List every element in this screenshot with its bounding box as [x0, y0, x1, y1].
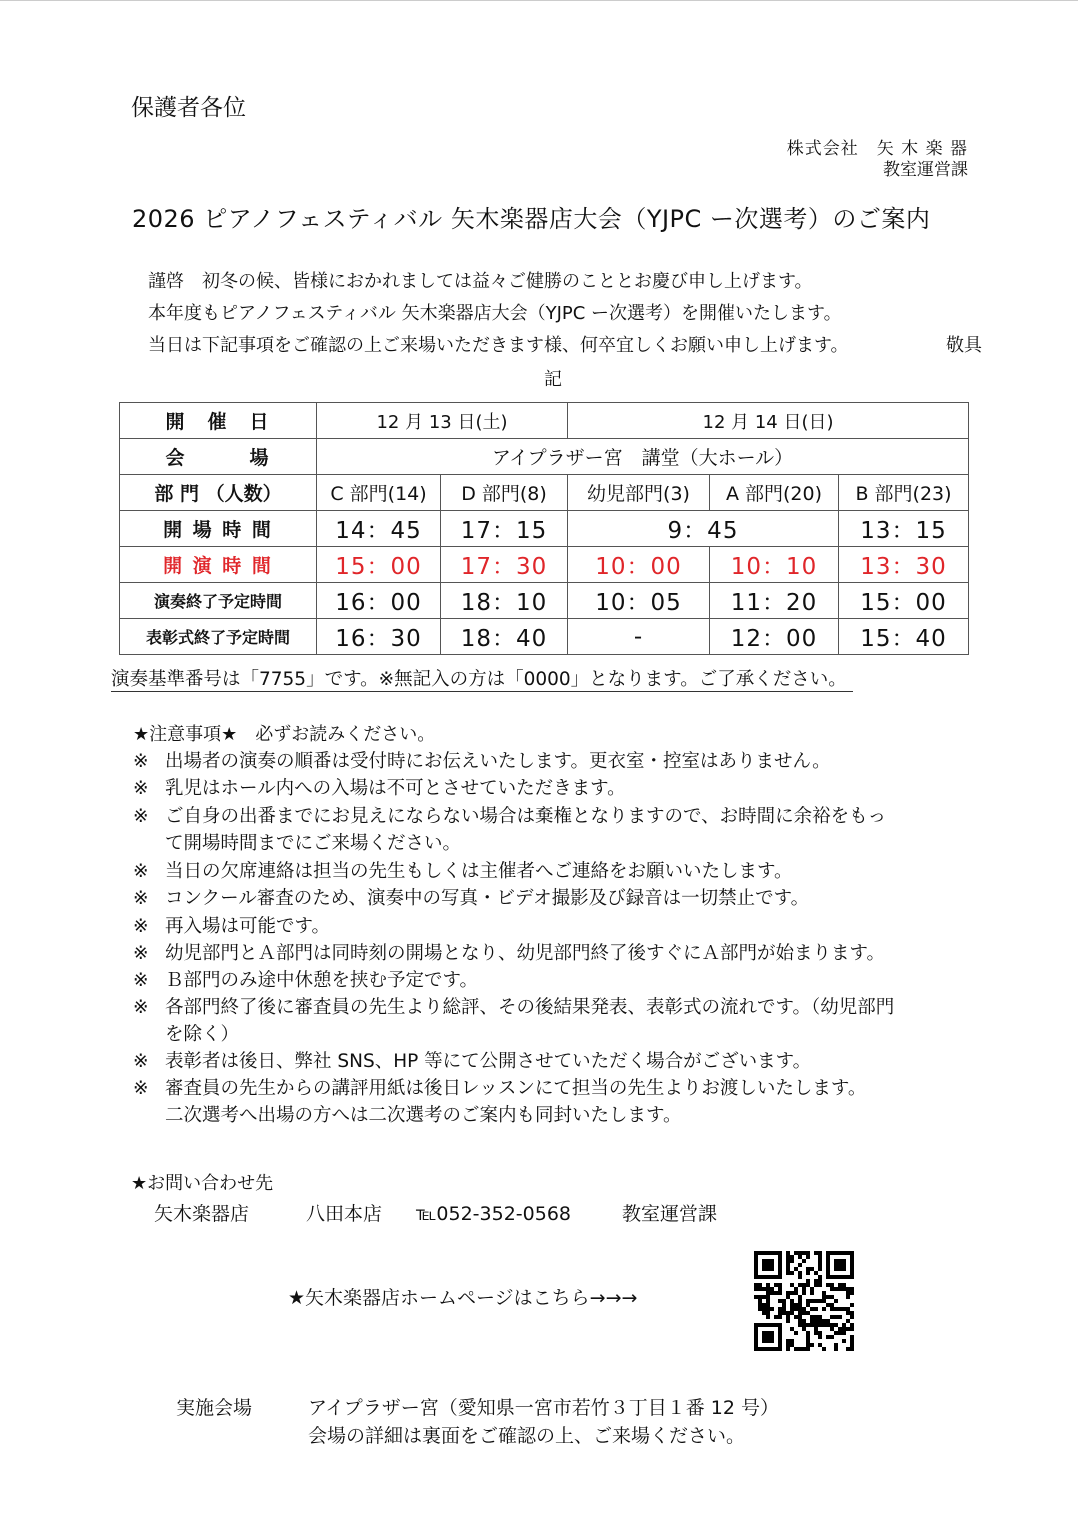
- homepage-link-text: ★矢木楽器店ホームページはこちら→→→: [288, 1287, 638, 1309]
- division-b: B 部門(23): [839, 475, 969, 511]
- perf-end-infant: 10：05: [568, 583, 710, 619]
- note-mark: ※: [133, 778, 149, 799]
- table-row-start-time: [120, 547, 969, 583]
- note-item: [133, 1074, 866, 1100]
- greeting-line-1: 謹啓 初冬の候、皆様におかれましては益々ご健勝のこととお慶び申し上げます。: [148, 271, 813, 292]
- row-label-division: 部 門 （人数）: [120, 475, 317, 511]
- notes-heading: ★注意事項★ 必ずお読みください。: [133, 724, 436, 745]
- note-text: 当日の欠席連絡は担当の先生もしくは主催者へご連絡をお願いいたします。: [165, 861, 793, 882]
- note-text: 各部門終了後に審査員の先生より総評、その後結果発表、表彰式の流れです。（幼児部門: [165, 997, 895, 1018]
- table-row-performance-end: [120, 583, 969, 619]
- award-end-c: 16：30: [317, 619, 441, 655]
- note-mark: ※: [133, 970, 149, 991]
- note-text: ご自身の出番までにお見えにならない場合は棄権となりますので、お時間に余裕をもっ: [165, 806, 887, 827]
- award-end-infant: -: [568, 619, 710, 655]
- note-continuation: て開場時間までにご来場ください。: [165, 833, 462, 854]
- award-end-b: 15：40: [839, 619, 969, 655]
- perf-end-a: 11：20: [710, 583, 839, 619]
- note-text: 幼児部門とＡ部門は同時刻の開場となり、幼児部門終了後すぐにＡ部門が始まります。: [165, 943, 886, 964]
- note-mark: ※: [133, 1051, 149, 1072]
- table-row-open-time: [120, 511, 969, 547]
- division-c: C 部門(14): [317, 475, 441, 511]
- note-item: [133, 857, 793, 883]
- division-d: D 部門(8): [441, 475, 568, 511]
- note-item: [133, 747, 831, 773]
- note-text: 出場者の演奏の順番は受付時にお伝えいたします。更衣室・控室はありません。: [165, 751, 831, 772]
- greeting-line-3: 当日は下記事項をご確認の上ご来場いただきます様、何卒宜しくお願い申し上げます。: [148, 335, 849, 356]
- note-item: [133, 802, 886, 828]
- date-day-1: 12 月 13 日(土): [317, 403, 568, 439]
- open-time-infant-a: 9：45: [568, 511, 839, 547]
- note-continuation: を除く）: [165, 1024, 240, 1045]
- date-day-2: 12 月 14 日(日): [568, 403, 969, 439]
- table-row-venue: [120, 439, 969, 475]
- note-mark: ※: [133, 888, 149, 909]
- award-end-a: 12：00: [710, 619, 839, 655]
- reference-number-note: 演奏基準番号は「7755」です。※無記入の方は「0000」となります。ご了承ください。: [111, 665, 853, 692]
- greeting-line-2: 本年度もピアノフェスティバル 矢木楽器店大会（YJPC ー次選考）を開催いたします。: [148, 303, 842, 324]
- contact-branch: 八田本店: [306, 1203, 383, 1225]
- row-label-performance-end: 演奏終了予定時間: [120, 583, 317, 619]
- start-time-d: 17：30: [441, 547, 568, 583]
- division-a: A 部門(20): [710, 475, 839, 511]
- start-time-a: 10：10: [710, 547, 839, 583]
- schedule-table: [119, 402, 969, 655]
- note-item: [133, 966, 478, 992]
- note-text: 表彰者は後日、弊社 SNS、HP 等にて公開させていただく場合がございます。: [165, 1051, 812, 1072]
- qr-code-icon[interactable]: [754, 1251, 854, 1351]
- note-mark: ※: [133, 1078, 149, 1099]
- row-label-open: 開 場 時 間: [120, 511, 317, 547]
- table-row-divisions: [120, 475, 969, 511]
- contact-heading: ★お問い合わせ先: [131, 1173, 274, 1194]
- note-item: [133, 912, 330, 938]
- contact-dept: 教室運営課: [622, 1203, 718, 1225]
- addressee: 保護者各位: [131, 95, 246, 121]
- note-text: Ｂ部門のみ途中休憩を挟む予定です。: [165, 970, 479, 991]
- closing-keigu: 敬具: [946, 335, 982, 356]
- note-item: [133, 993, 894, 1019]
- note-text: 再入場は可能です。: [165, 916, 331, 937]
- venue-note: 会場の詳細は裏面をご確認の上、ご来場ください。: [308, 1425, 746, 1447]
- note-item: [133, 884, 809, 910]
- note-mark: ※: [133, 916, 149, 937]
- contact-store: 矢木楽器店: [154, 1203, 250, 1225]
- open-time-c: 14：45: [317, 511, 441, 547]
- perf-end-d: 18：10: [441, 583, 568, 619]
- note-mark: ※: [133, 806, 149, 827]
- venue-address: アイプラザー宮（愛知県一宮市若竹３丁目１番 12 号）: [308, 1397, 779, 1419]
- row-label-date: 開 催 日: [120, 403, 317, 439]
- note-mark: ※: [133, 751, 149, 772]
- venue-cell: アイプラザー宮 講堂（大ホール）: [317, 439, 969, 475]
- table-row-date: [120, 403, 969, 439]
- award-end-d: 18：40: [441, 619, 568, 655]
- note-mark: ※: [133, 943, 149, 964]
- note-mark: ※: [133, 997, 149, 1018]
- open-time-b: 13：15: [839, 511, 969, 547]
- perf-end-b: 15：00: [839, 583, 969, 619]
- row-label-start: 開 演 時 間: [120, 547, 317, 583]
- note-item: [133, 1047, 811, 1073]
- note-text: 乳児はホール内への入場は不可とさせていただきます。: [165, 778, 626, 799]
- sender-department: 教室運営課: [883, 160, 968, 180]
- document-title: 2026 ピアノフェスティバル 矢木楽器店大会（YJPC ー次選考）のご案内: [132, 205, 931, 233]
- division-infant: 幼児部門(3): [568, 475, 710, 511]
- note-text: コンクール審査のため、演奏中の写真・ビデオ撮影及び録音は一切禁止です。: [165, 888, 810, 909]
- contact-line: [154, 1199, 717, 1226]
- row-label-venue: 会 場: [120, 439, 317, 475]
- note-mark: ※: [133, 861, 149, 882]
- note-item: [133, 939, 885, 965]
- ki-mark: 記: [544, 369, 562, 390]
- venue-label: 実施会場: [176, 1397, 253, 1419]
- note-item: [133, 774, 626, 800]
- row-label-award-end: 表彰式終了予定時間: [120, 619, 317, 655]
- start-time-b: 13：30: [839, 547, 969, 583]
- start-time-infant: 10：00: [568, 547, 710, 583]
- sender-company: 株式会社 矢 木 楽 器: [786, 139, 968, 159]
- table-row-award-end: [120, 619, 969, 655]
- start-time-c: 15：00: [317, 547, 441, 583]
- note-continuation: 二次選考へ出場の方へは二次選考のご案内も同封いたします。: [165, 1105, 682, 1126]
- perf-end-c: 16：00: [317, 583, 441, 619]
- contact-tel[interactable]: ℡052-352-0568: [416, 1203, 572, 1225]
- open-time-d: 17：15: [441, 511, 568, 547]
- note-text: 審査員の先生からの講評用紙は後日レッスンにて担当の先生よりお渡しいたします。: [165, 1078, 867, 1099]
